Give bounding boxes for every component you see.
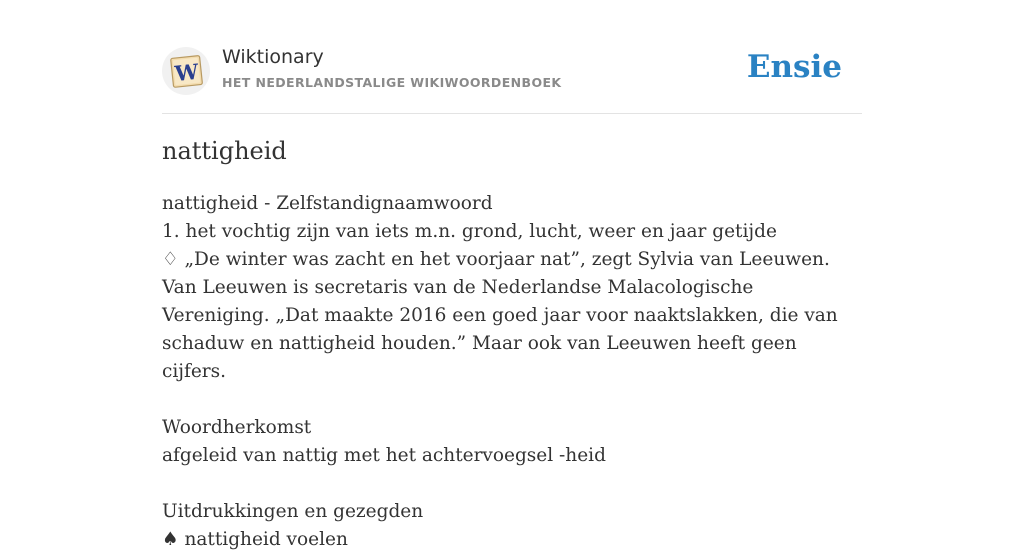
etymology-text: afgeleid van nattig met het achtervoegsel -heid xyxy=(162,445,606,466)
entry-content xyxy=(162,190,862,554)
word-class-line: nattigheid - Zelfstandignaamwoord xyxy=(162,193,493,214)
site-name[interactable]: Wiktionary xyxy=(222,46,324,68)
wiktionary-logo-icon[interactable] xyxy=(162,47,210,95)
spacer xyxy=(162,470,862,498)
spacer xyxy=(162,386,862,414)
page-title: nattigheid xyxy=(162,137,287,165)
ensie-brand-link[interactable]: Ensie xyxy=(746,49,842,85)
expressions-heading: Uitdrukkingen en gezegden xyxy=(162,501,424,522)
etymology-heading: Woordherkomst xyxy=(162,417,312,438)
definition: 1. het vochtig zijn van iets m.n. grond, lucht, weer en jaar getijde xyxy=(162,221,777,242)
site-header xyxy=(162,44,862,114)
site-subtitle: HET NEDERLANDSTALIGE WIKIWOORDENBOEK xyxy=(222,75,562,90)
example-quote: ♢ „De winter was zacht en het voorjaar nat”, zegt Sylvia van Leeuwen. Van Leeuwen is secretaris van de Nederlandse Malacologische Vereniging. „Dat maakte 2016 een goed jaar voor naaktslakken, die van schaduw en nattigheid houden.” Maar ook van Leeuwen heeft geen cijfers. xyxy=(162,249,838,382)
logo-letter: W xyxy=(173,58,200,87)
expression-item: ♠ nattigheid voelen xyxy=(162,529,348,550)
logo-tile-graphic xyxy=(162,47,210,95)
header-divider xyxy=(162,113,862,114)
